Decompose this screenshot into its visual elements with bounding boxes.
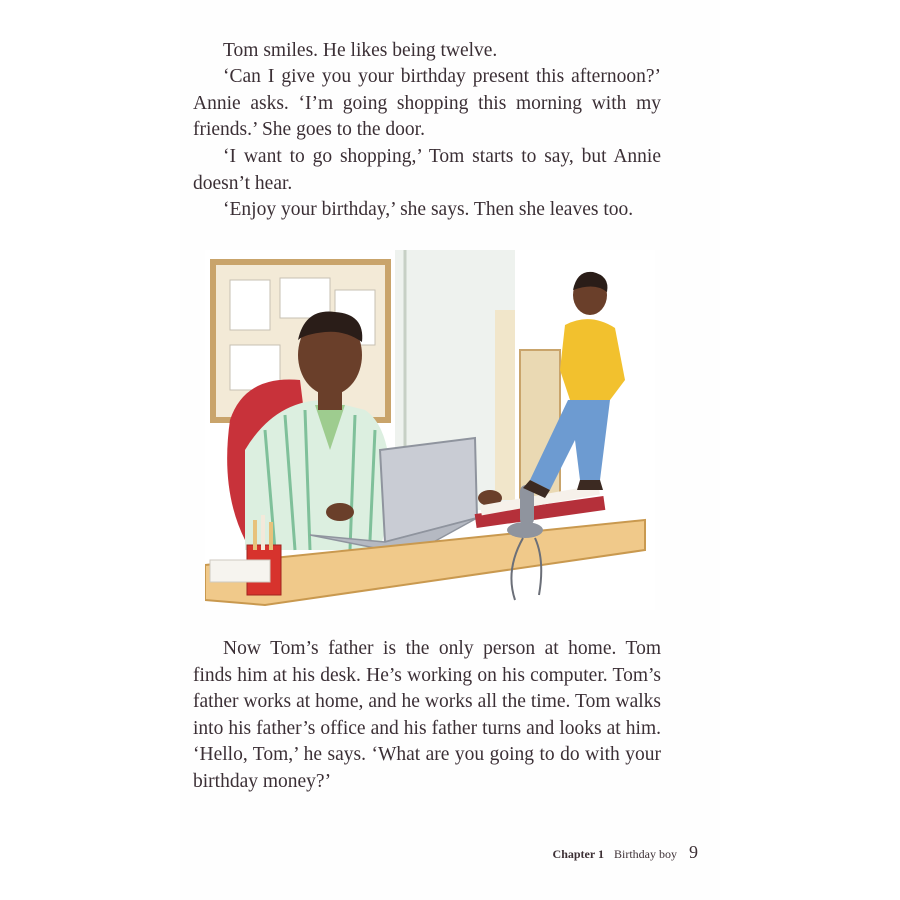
chapter-label: Chapter 1: [552, 847, 604, 861]
paragraph: ‘Enjoy your birthday,’ she says. Then she leaves too.: [223, 199, 634, 220]
paragraph: ‘Can I give you your birthday present this afternoon?’ Annie asks. ‘I’m going shopping this morning with my friends.’ She goes to the door.: [193, 66, 661, 140]
illustration-father-at-computer: [205, 250, 655, 610]
paragraph: ‘I want to go shopping,’ Tom starts to say, but Annie doesn’t hear.: [193, 146, 661, 194]
paragraph: Tom smiles. He likes being twelve.: [223, 40, 498, 61]
page-number: 9: [689, 842, 698, 862]
chapter-title: Birthday boy: [614, 847, 677, 861]
paragraph-bottom: Now Tom’s father is the only person at home. Tom finds him at his desk. He’s working on his computer. Tom’s father works at home, and he works all the time. Tom walks into his father’s office and his father turns and looks at him. ‘Hello, Tom,’ he says. ‘What are you going to do with your birthday money?’: [193, 638, 661, 792]
page-footer: [553, 842, 698, 863]
